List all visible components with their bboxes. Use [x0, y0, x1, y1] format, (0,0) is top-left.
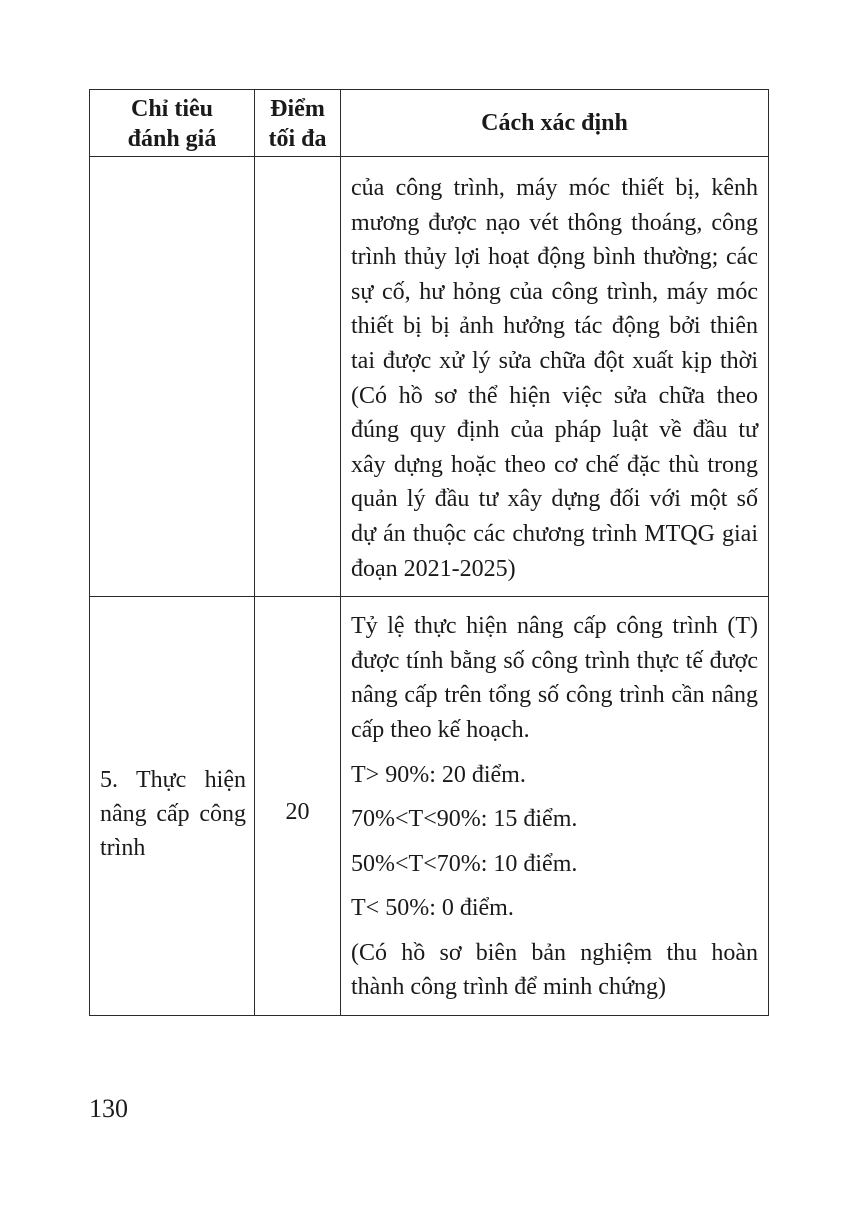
- header-criteria: [90, 90, 255, 157]
- header-criteria-line1: Chỉ tiêu: [130, 96, 213, 122]
- row2-method-cell: [341, 597, 769, 1016]
- header-max-score: [255, 90, 341, 157]
- row2-method-line: 50%<T<70%: 10 điểm.: [351, 850, 578, 877]
- row2-method-line: 70%<T<90%: 15 điểm.: [351, 806, 578, 833]
- row2-score-cell: [255, 597, 341, 1016]
- header-max-score-line2: tối đa: [268, 126, 327, 152]
- table-row: [90, 157, 769, 597]
- row2-score-value: 20: [285, 798, 310, 825]
- page-number: 130: [89, 1094, 128, 1123]
- row2-criteria-text: 5. Thực hiện nâng cấp công trình: [100, 767, 246, 862]
- header-row: [90, 90, 769, 157]
- row2-method-line: (Có hồ sơ biên bản nghiệm thu hoàn thành công trình để minh chứng): [351, 939, 758, 1001]
- criteria-table: [89, 89, 769, 1016]
- row2-method-line: T> 90%: 20 điểm.: [351, 761, 526, 788]
- row1-method-cell: [341, 157, 769, 597]
- header-max-score-line1: Điểm: [270, 96, 325, 122]
- row1-method-text: của công trình, máy móc thiết bị, kênh mương được nạo vét thông thoáng, công trình thủy lợi hoạt động bình thường; các sự cố, hư hỏng của công trình, máy móc thiết bị bị ảnh hưởng tác động bởi thiên tai được xử lý sửa chữa đột xuất kịp thời (Có hồ sơ thể hiện việc sửa chữa theo đúng quy định của pháp luật về đầu tư xây dựng hoặc theo cơ chế đặc thù trong quản lý đầu tư xây dựng đối với một số dự án thuộc các chương trình MTQG giai đoạn 2021-2025): [351, 175, 758, 582]
- row2-method-line: T< 50%: 0 điểm.: [351, 895, 514, 922]
- header-method: Cách xác định: [341, 90, 769, 157]
- row2-method-line: Tỷ lệ thực hiện nâng cấp công trình (T) được tính bằng số công trình thực tế được nâng cấp trên tổng số công trình cần nâng cấp theo kế hoạch.: [351, 613, 758, 743]
- table-row: [90, 597, 769, 1016]
- row1-criteria-cell: [90, 157, 255, 597]
- row1-score-cell: [255, 157, 341, 597]
- header-criteria-line2: đánh giá: [127, 126, 217, 152]
- row2-criteria-cell: [90, 597, 255, 1016]
